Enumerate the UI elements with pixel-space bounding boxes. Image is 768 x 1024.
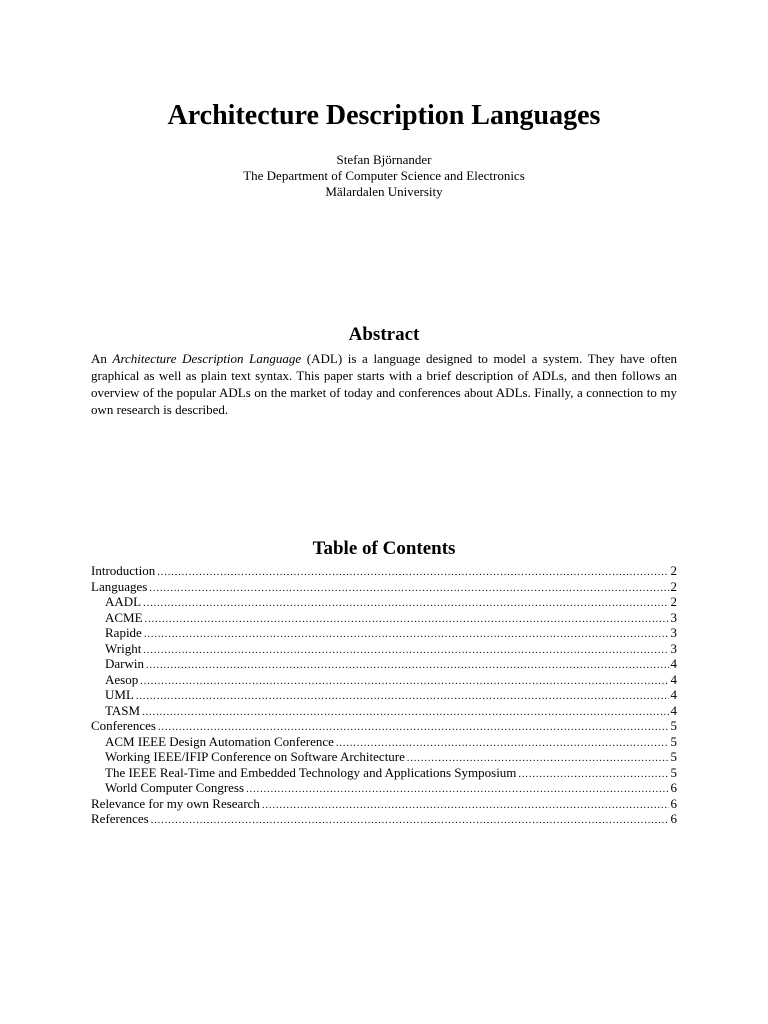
toc-entry[interactable] <box>91 749 677 765</box>
toc-entry[interactable] <box>91 734 677 750</box>
toc-entry-page: 2 <box>670 594 677 609</box>
toc-entry-page: 3 <box>670 625 677 640</box>
toc-entry-label: The IEEE Real-Time and Embedded Technology and Applications Symposium <box>105 764 517 780</box>
toc-entry-page: 3 <box>670 640 677 656</box>
toc-entry-page: 5 <box>670 733 677 749</box>
toc-entry[interactable] <box>91 641 677 657</box>
toc-leader-dots <box>145 612 669 628</box>
toc-entry-label: Wright <box>105 640 142 656</box>
toc-entry[interactable] <box>91 765 677 781</box>
toc-entry-label: Working IEEE/IFIP Conference on Software Architecture <box>105 749 405 764</box>
toc-entry-label: References <box>91 811 149 826</box>
toc-entry-label: Darwin <box>105 656 144 671</box>
toc-entry[interactable] <box>91 610 677 626</box>
toc-leader-dots <box>143 596 668 612</box>
toc-entry[interactable] <box>91 625 677 641</box>
university: Mälardalen University <box>325 184 443 199</box>
toc-entry-label: Languages <box>91 578 148 594</box>
toc-leader-dots <box>518 767 668 783</box>
toc-entry[interactable] <box>91 718 677 734</box>
toc-leader-dots <box>151 813 669 829</box>
toc-heading: Table of Contents <box>312 538 456 559</box>
toc-entry-label: Aesop <box>105 671 139 687</box>
table-of-contents <box>91 563 677 827</box>
author-name: Stefan Björnander <box>336 152 432 167</box>
toc-entry-label: ACME <box>105 609 143 625</box>
toc-leader-dots <box>149 581 668 597</box>
author-block <box>0 152 768 200</box>
toc-entry-page: 5 <box>670 749 677 764</box>
department: The Department of Computer Science and Electronics <box>243 168 525 183</box>
toc-entry-page: 4 <box>670 687 677 702</box>
toc-entry-label: TASM <box>105 702 141 718</box>
toc-entry-page: 6 <box>670 795 677 811</box>
abstract-text <box>91 350 677 418</box>
toc-entry-page: 6 <box>670 780 677 795</box>
toc-leader-dots <box>136 689 669 705</box>
toc-leader-dots <box>142 705 668 721</box>
toc-entry[interactable] <box>91 703 677 719</box>
toc-entry-page: 5 <box>670 764 677 780</box>
toc-entry-page: 6 <box>670 811 677 826</box>
toc-entry-label: AADL <box>105 594 142 609</box>
toc-entry-page: 5 <box>670 718 677 733</box>
toc-leader-dots <box>262 798 669 814</box>
toc-entry-label: Rapide <box>105 625 142 640</box>
toc-entry-page: 4 <box>670 702 677 718</box>
paper-title: Architecture Description Languages <box>167 100 601 131</box>
toc-entry-label: Introduction <box>91 563 156 578</box>
toc-leader-dots <box>146 658 669 674</box>
toc-entry[interactable] <box>91 687 677 703</box>
abstract-term: Architecture Description Language <box>112 351 302 366</box>
toc-entry-label: UML <box>105 687 134 702</box>
toc-entry-label: Relevance for my own Research <box>91 795 260 811</box>
toc-entry[interactable] <box>91 563 677 579</box>
toc-entry-label: ACM IEEE Design Automation Conference <box>105 733 334 749</box>
toc-leader-dots <box>140 674 668 690</box>
abstract-lead: An <box>91 351 113 366</box>
toc-entry[interactable] <box>91 579 677 595</box>
toc-entry-page: 4 <box>670 671 677 687</box>
toc-entry[interactable] <box>91 672 677 688</box>
abstract-body: (ADL) is a language designed to model a system. They have often graphical as well as plain text syntax. This paper starts with a brief description of ADLs, and then follows an overview of the popular ADLs on the market of today and conferences about ADLs. Finally, a connection to my own research is described. <box>91 351 677 417</box>
toc-entry-page: 2 <box>670 578 677 594</box>
toc-entry[interactable] <box>91 811 677 827</box>
toc-entry-label: World Computer Congress <box>105 780 245 795</box>
toc-leader-dots <box>143 643 668 659</box>
toc-entry[interactable] <box>91 796 677 812</box>
toc-leader-dots <box>144 627 669 643</box>
toc-entry-label: Conferences <box>91 718 156 733</box>
toc-entry[interactable] <box>91 780 677 796</box>
toc-entry-page: 4 <box>670 656 677 671</box>
toc-entry-page: 3 <box>670 609 677 625</box>
toc-entry[interactable] <box>91 594 677 610</box>
toc-entry-page: 2 <box>670 563 677 578</box>
toc-entry[interactable] <box>91 656 677 672</box>
abstract-heading: Abstract <box>348 324 420 345</box>
toc-leader-dots <box>157 565 668 581</box>
toc-leader-dots <box>246 782 668 798</box>
